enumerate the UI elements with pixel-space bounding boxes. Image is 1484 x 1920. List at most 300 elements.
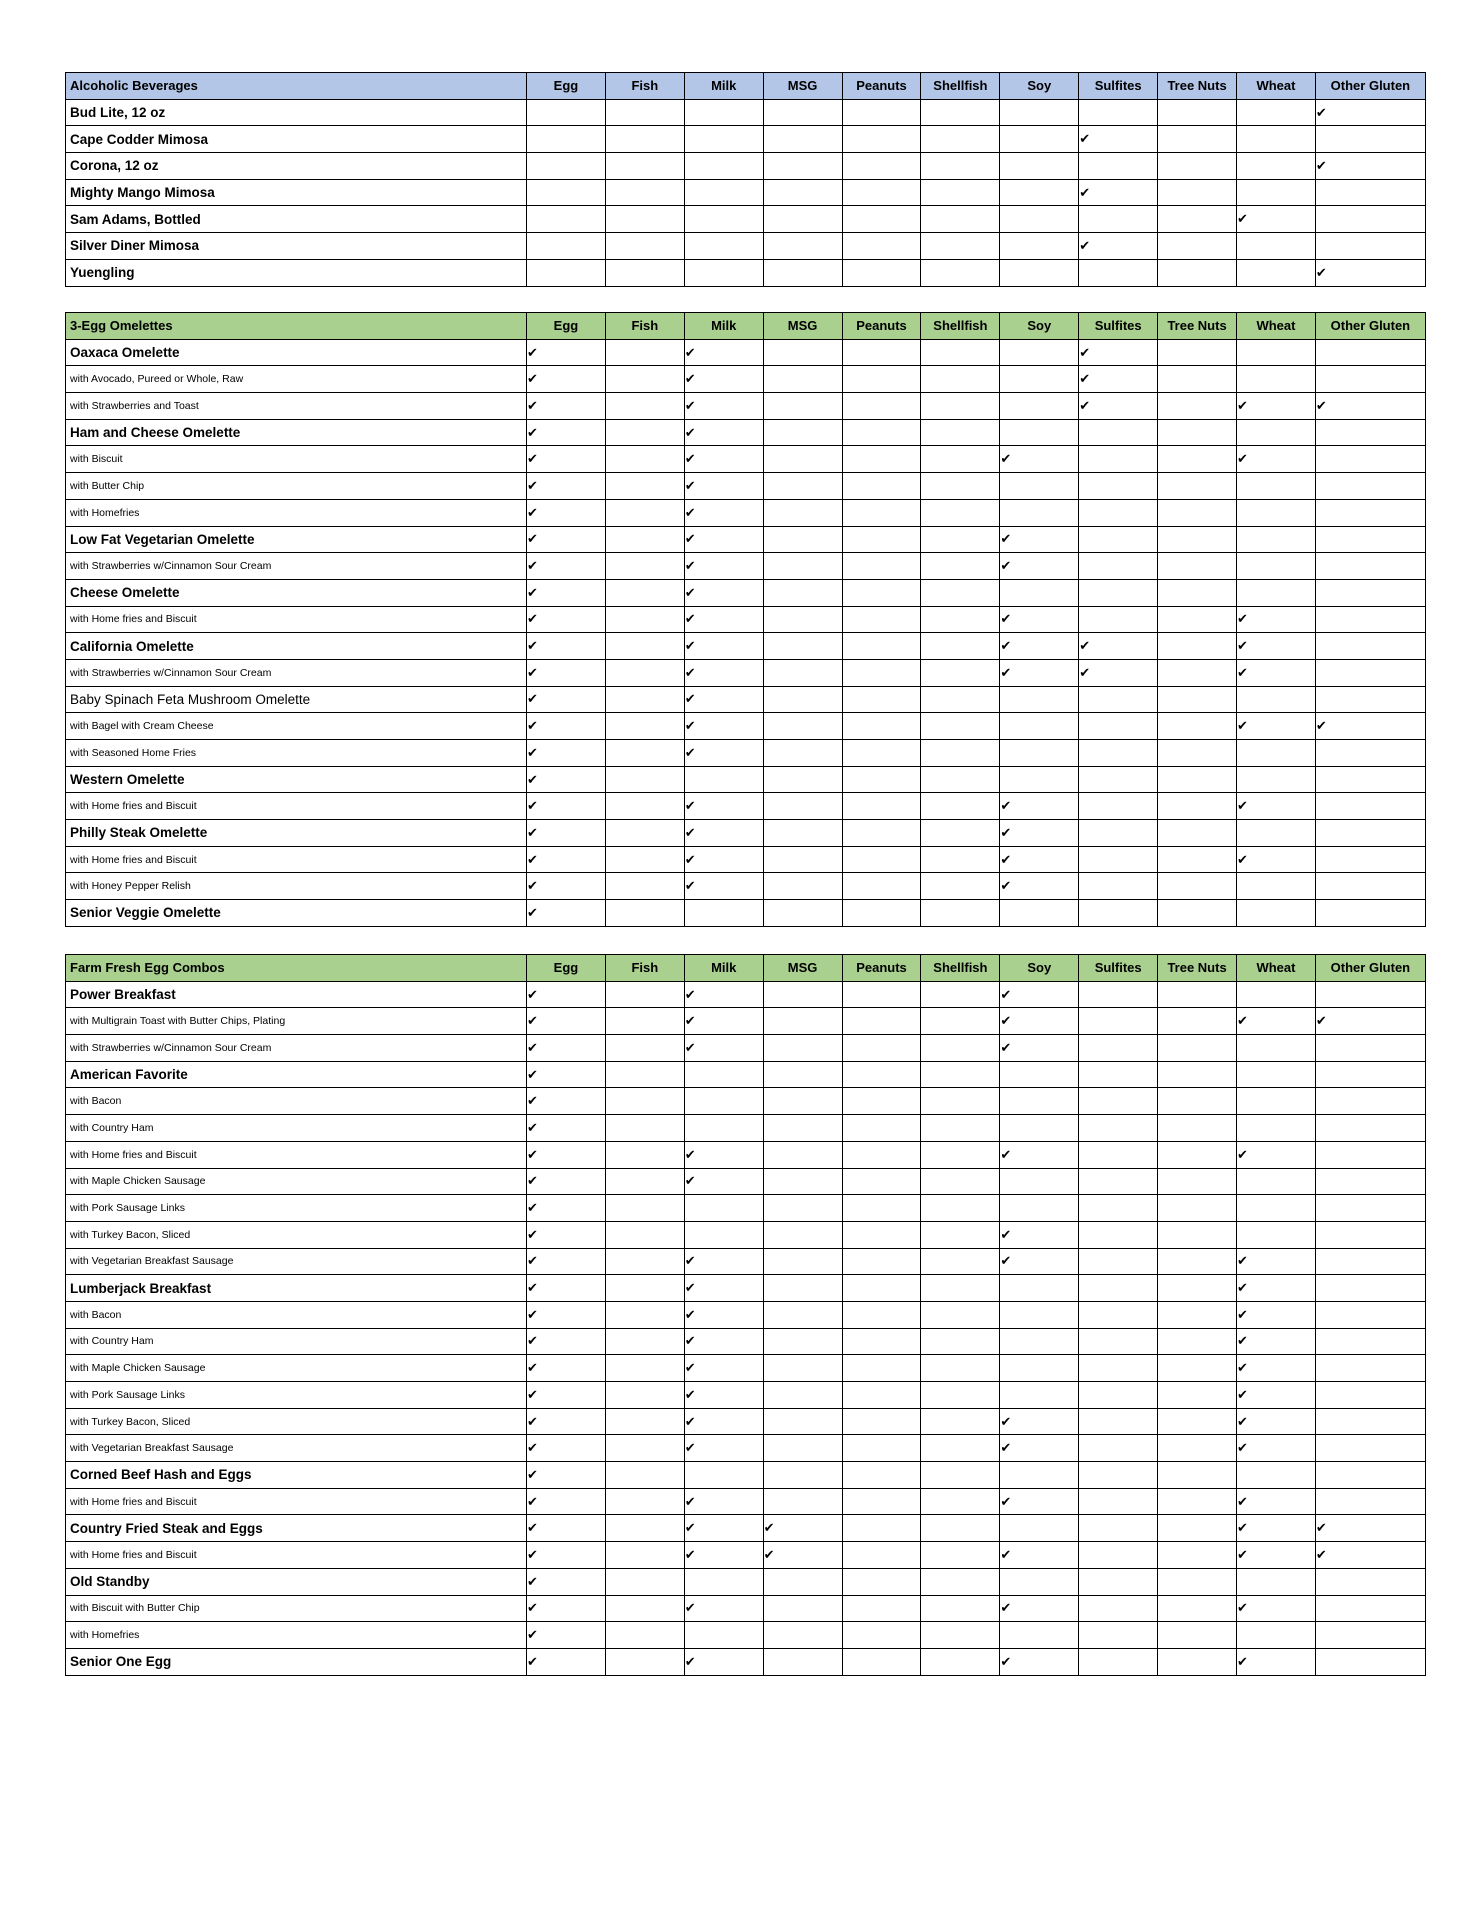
empty-cell (605, 393, 684, 420)
column-header-sulfites: Sulfites (1079, 313, 1158, 340)
empty-cell (1315, 473, 1425, 500)
item-name: with Bacon (66, 1088, 527, 1115)
empty-cell (605, 419, 684, 446)
empty-cell (763, 99, 842, 126)
empty-cell (842, 1622, 921, 1649)
empty-cell (1000, 179, 1079, 206)
empty-cell (1000, 1355, 1079, 1382)
empty-cell (1315, 846, 1425, 873)
empty-cell (1237, 1568, 1316, 1595)
empty-cell (1158, 1515, 1237, 1542)
check-icon: ✔ (1237, 713, 1316, 740)
empty-cell (1315, 1462, 1425, 1489)
empty-cell (605, 659, 684, 686)
check-icon: ✔ (1237, 846, 1316, 873)
check-icon: ✔ (1079, 339, 1158, 366)
empty-cell (605, 1435, 684, 1462)
check-icon: ✔ (1079, 126, 1158, 153)
empty-cell (605, 1568, 684, 1595)
check-icon: ✔ (1237, 606, 1316, 633)
empty-cell (1079, 419, 1158, 446)
check-icon: ✔ (1237, 1435, 1316, 1462)
item-name: with Maple Chicken Sausage (66, 1355, 527, 1382)
empty-cell (684, 1221, 763, 1248)
empty-cell (921, 179, 1000, 206)
check-icon: ✔ (527, 1301, 606, 1328)
table-row (66, 606, 1426, 633)
section-title: Farm Fresh Egg Combos (66, 955, 527, 982)
item-name: with Butter Chip (66, 473, 527, 500)
empty-cell (605, 900, 684, 927)
column-header-wheat: Wheat (1237, 955, 1316, 982)
empty-cell (842, 1168, 921, 1195)
check-icon: ✔ (1000, 1542, 1079, 1569)
empty-cell (1079, 1221, 1158, 1248)
check-icon: ✔ (1315, 713, 1425, 740)
empty-cell (842, 419, 921, 446)
empty-cell (921, 1088, 1000, 1115)
empty-cell (1237, 1168, 1316, 1195)
empty-cell (1237, 740, 1316, 767)
empty-cell (763, 153, 842, 180)
empty-cell (684, 179, 763, 206)
empty-cell (1079, 1408, 1158, 1435)
empty-cell (605, 1328, 684, 1355)
empty-cell (605, 1141, 684, 1168)
check-icon: ✔ (684, 1275, 763, 1302)
check-icon: ✔ (684, 1168, 763, 1195)
check-icon: ✔ (1237, 1275, 1316, 1302)
empty-cell (1079, 1008, 1158, 1035)
empty-cell (1000, 259, 1079, 286)
table-row (66, 1328, 1426, 1355)
header-row (66, 73, 1426, 100)
empty-cell (1237, 1088, 1316, 1115)
item-name: Bud Lite, 12 oz (66, 99, 527, 126)
item-name: with Country Ham (66, 1115, 527, 1142)
item-name: with Turkey Bacon, Sliced (66, 1221, 527, 1248)
empty-cell (921, 153, 1000, 180)
empty-cell (763, 1595, 842, 1622)
check-icon: ✔ (684, 1382, 763, 1409)
empty-cell (605, 1542, 684, 1569)
empty-cell (1158, 686, 1237, 713)
empty-cell (763, 179, 842, 206)
empty-cell (763, 633, 842, 660)
empty-cell (842, 339, 921, 366)
empty-cell (1000, 153, 1079, 180)
empty-cell (921, 1275, 1000, 1302)
column-header-shellfish: Shellfish (921, 313, 1000, 340)
check-icon: ✔ (1079, 393, 1158, 420)
table-row (66, 179, 1426, 206)
empty-cell (763, 579, 842, 606)
empty-cell (921, 1408, 1000, 1435)
item-name: with Strawberries w/Cinnamon Sour Cream (66, 1035, 527, 1062)
empty-cell (605, 179, 684, 206)
column-header-egg: Egg (527, 313, 606, 340)
empty-cell (1158, 713, 1237, 740)
empty-cell (921, 1035, 1000, 1062)
empty-cell (1315, 446, 1425, 473)
empty-cell (1158, 1328, 1237, 1355)
empty-cell (1000, 1568, 1079, 1595)
check-icon: ✔ (1000, 873, 1079, 900)
check-icon: ✔ (527, 1115, 606, 1142)
empty-cell (921, 846, 1000, 873)
empty-cell (1158, 606, 1237, 633)
empty-cell (763, 659, 842, 686)
empty-cell (763, 793, 842, 820)
empty-cell (1158, 499, 1237, 526)
column-header-fish: Fish (605, 73, 684, 100)
check-icon: ✔ (527, 793, 606, 820)
column-header-other-gluten: Other Gluten (1315, 313, 1425, 340)
empty-cell (842, 393, 921, 420)
empty-cell (1158, 820, 1237, 847)
empty-cell (684, 126, 763, 153)
column-header-soy: Soy (1000, 313, 1079, 340)
empty-cell (605, 606, 684, 633)
empty-cell (921, 1435, 1000, 1462)
empty-cell (605, 1301, 684, 1328)
allergen-table (65, 312, 1426, 927)
check-icon: ✔ (527, 1328, 606, 1355)
empty-cell (684, 1462, 763, 1489)
check-icon: ✔ (684, 1595, 763, 1622)
empty-cell (842, 1221, 921, 1248)
column-header-milk: Milk (684, 955, 763, 982)
item-name: with Multigrain Toast with Butter Chips, Plating (66, 1008, 527, 1035)
empty-cell (763, 1301, 842, 1328)
empty-cell (763, 846, 842, 873)
check-icon: ✔ (527, 1035, 606, 1062)
check-icon: ✔ (527, 820, 606, 847)
empty-cell (605, 126, 684, 153)
empty-cell (684, 1568, 763, 1595)
empty-cell (842, 1382, 921, 1409)
item-name: Corned Beef Hash and Eggs (66, 1462, 527, 1489)
check-icon: ✔ (1079, 179, 1158, 206)
table-row (66, 686, 1426, 713)
check-icon: ✔ (527, 1648, 606, 1675)
check-icon: ✔ (527, 1462, 606, 1489)
check-icon: ✔ (527, 740, 606, 767)
empty-cell (921, 713, 1000, 740)
empty-cell (1158, 446, 1237, 473)
item-name: with Country Ham (66, 1328, 527, 1355)
empty-cell (1079, 1195, 1158, 1222)
check-icon: ✔ (1237, 1542, 1316, 1569)
empty-cell (763, 1248, 842, 1275)
check-icon: ✔ (684, 1542, 763, 1569)
empty-cell (684, 1622, 763, 1649)
empty-cell (842, 446, 921, 473)
table-row (66, 1061, 1426, 1088)
empty-cell (921, 981, 1000, 1008)
empty-cell (1158, 633, 1237, 660)
table-row (66, 153, 1426, 180)
check-icon: ✔ (1000, 1648, 1079, 1675)
table-row (66, 659, 1426, 686)
table-row (66, 1542, 1426, 1569)
empty-cell (1315, 1595, 1425, 1622)
empty-cell (605, 499, 684, 526)
empty-cell (1079, 1248, 1158, 1275)
check-icon: ✔ (527, 1568, 606, 1595)
empty-cell (842, 233, 921, 260)
check-icon: ✔ (684, 1328, 763, 1355)
check-icon: ✔ (1000, 526, 1079, 553)
empty-cell (605, 206, 684, 233)
empty-cell (1079, 1115, 1158, 1142)
empty-cell (1315, 873, 1425, 900)
empty-cell (763, 1355, 842, 1382)
empty-cell (1000, 1088, 1079, 1115)
empty-cell (1315, 126, 1425, 153)
empty-cell (842, 1301, 921, 1328)
column-header-wheat: Wheat (1237, 73, 1316, 100)
empty-cell (1158, 1382, 1237, 1409)
empty-cell (921, 473, 1000, 500)
check-icon: ✔ (527, 473, 606, 500)
empty-cell (1315, 526, 1425, 553)
check-icon: ✔ (1000, 633, 1079, 660)
empty-cell (921, 579, 1000, 606)
column-header-soy: Soy (1000, 955, 1079, 982)
column-header-peanuts: Peanuts (842, 313, 921, 340)
empty-cell (921, 686, 1000, 713)
table-row (66, 1648, 1426, 1675)
empty-cell (1000, 393, 1079, 420)
empty-cell (921, 1248, 1000, 1275)
table-row (66, 339, 1426, 366)
empty-cell (763, 339, 842, 366)
empty-cell (1079, 526, 1158, 553)
empty-cell (842, 1488, 921, 1515)
empty-cell (763, 473, 842, 500)
empty-cell (1315, 1195, 1425, 1222)
empty-cell (1315, 1248, 1425, 1275)
check-icon: ✔ (684, 1488, 763, 1515)
empty-cell (1000, 1168, 1079, 1195)
section-alcoholic-beverages (65, 72, 1425, 287)
empty-cell (605, 526, 684, 553)
column-header-msg: MSG (763, 73, 842, 100)
empty-cell (1158, 1195, 1237, 1222)
empty-cell (1079, 1088, 1158, 1115)
empty-cell (1158, 1435, 1237, 1462)
table-row (66, 366, 1426, 393)
empty-cell (1237, 900, 1316, 927)
check-icon: ✔ (527, 1248, 606, 1275)
empty-cell (763, 1221, 842, 1248)
empty-cell (684, 900, 763, 927)
check-icon: ✔ (1315, 153, 1425, 180)
empty-cell (605, 1008, 684, 1035)
empty-cell (1000, 206, 1079, 233)
empty-cell (763, 393, 842, 420)
check-icon: ✔ (684, 1248, 763, 1275)
check-icon: ✔ (527, 873, 606, 900)
check-icon: ✔ (684, 553, 763, 580)
check-icon: ✔ (527, 1408, 606, 1435)
item-name: with Home fries and Biscuit (66, 846, 527, 873)
empty-cell (842, 873, 921, 900)
column-header-peanuts: Peanuts (842, 73, 921, 100)
empty-cell (1315, 1382, 1425, 1409)
item-name: with Home fries and Biscuit (66, 1141, 527, 1168)
empty-cell (1079, 259, 1158, 286)
empty-cell (763, 1622, 842, 1649)
empty-cell (921, 766, 1000, 793)
table-row (66, 1595, 1426, 1622)
item-name: with Honey Pepper Relish (66, 873, 527, 900)
check-icon: ✔ (1237, 1141, 1316, 1168)
empty-cell (1000, 339, 1079, 366)
empty-cell (763, 1328, 842, 1355)
table-row (66, 1435, 1426, 1462)
check-icon: ✔ (684, 606, 763, 633)
check-icon: ✔ (1079, 633, 1158, 660)
empty-cell (921, 126, 1000, 153)
section-title: 3-Egg Omelettes (66, 313, 527, 340)
empty-cell (921, 1488, 1000, 1515)
empty-cell (1079, 1168, 1158, 1195)
check-icon: ✔ (527, 1515, 606, 1542)
check-icon: ✔ (1237, 1248, 1316, 1275)
empty-cell (1000, 1195, 1079, 1222)
item-name: Cape Codder Mimosa (66, 126, 527, 153)
check-icon: ✔ (1000, 1248, 1079, 1275)
check-icon: ✔ (527, 339, 606, 366)
empty-cell (1315, 1141, 1425, 1168)
empty-cell (1000, 766, 1079, 793)
empty-cell (842, 1462, 921, 1489)
check-icon: ✔ (684, 1141, 763, 1168)
table-row (66, 633, 1426, 660)
empty-cell (921, 793, 1000, 820)
check-icon: ✔ (527, 1195, 606, 1222)
empty-cell (921, 659, 1000, 686)
empty-cell (763, 126, 842, 153)
empty-cell (1237, 766, 1316, 793)
check-icon: ✔ (527, 446, 606, 473)
table-row (66, 1382, 1426, 1409)
empty-cell (605, 1275, 684, 1302)
empty-cell (1158, 553, 1237, 580)
check-icon: ✔ (1315, 259, 1425, 286)
check-icon: ✔ (684, 633, 763, 660)
empty-cell (1079, 1568, 1158, 1595)
check-icon: ✔ (527, 419, 606, 446)
check-icon: ✔ (684, 393, 763, 420)
empty-cell (1237, 579, 1316, 606)
empty-cell (1237, 339, 1316, 366)
empty-cell (1079, 499, 1158, 526)
table-row (66, 1008, 1426, 1035)
empty-cell (921, 233, 1000, 260)
table-row (66, 1088, 1426, 1115)
empty-cell (684, 259, 763, 286)
check-icon: ✔ (1000, 1221, 1079, 1248)
empty-cell (1158, 1088, 1237, 1115)
empty-cell (684, 1115, 763, 1142)
empty-cell (1315, 366, 1425, 393)
empty-cell (1158, 526, 1237, 553)
check-icon: ✔ (527, 713, 606, 740)
check-icon: ✔ (527, 1382, 606, 1409)
empty-cell (763, 1648, 842, 1675)
empty-cell (921, 1462, 1000, 1489)
empty-cell (1000, 740, 1079, 767)
empty-cell (605, 981, 684, 1008)
empty-cell (842, 1088, 921, 1115)
check-icon: ✔ (1000, 1488, 1079, 1515)
empty-cell (921, 419, 1000, 446)
empty-cell (1237, 233, 1316, 260)
empty-cell (1315, 1115, 1425, 1142)
empty-cell (1158, 1035, 1237, 1062)
empty-cell (1158, 393, 1237, 420)
item-name: with Bacon (66, 1301, 527, 1328)
column-header-soy: Soy (1000, 73, 1079, 100)
empty-cell (1237, 473, 1316, 500)
empty-cell (527, 259, 606, 286)
check-icon: ✔ (1000, 1035, 1079, 1062)
item-name: with Strawberries and Toast (66, 393, 527, 420)
empty-cell (1158, 1408, 1237, 1435)
empty-cell (605, 579, 684, 606)
empty-cell (842, 900, 921, 927)
empty-cell (763, 366, 842, 393)
empty-cell (1237, 1622, 1316, 1649)
empty-cell (763, 820, 842, 847)
empty-cell (921, 1141, 1000, 1168)
empty-cell (1079, 446, 1158, 473)
empty-cell (605, 820, 684, 847)
empty-cell (1079, 740, 1158, 767)
empty-cell (1237, 126, 1316, 153)
check-icon: ✔ (527, 1275, 606, 1302)
item-name: with Biscuit with Butter Chip (66, 1595, 527, 1622)
check-icon: ✔ (684, 499, 763, 526)
empty-cell (842, 1061, 921, 1088)
empty-cell (1315, 606, 1425, 633)
item-name: Senior Veggie Omelette (66, 900, 527, 927)
empty-cell (1315, 1168, 1425, 1195)
empty-cell (763, 553, 842, 580)
empty-cell (763, 1141, 842, 1168)
item-name: with Seasoned Home Fries (66, 740, 527, 767)
empty-cell (1158, 206, 1237, 233)
item-name: Low Fat Vegetarian Omelette (66, 526, 527, 553)
item-name: Baby Spinach Feta Mushroom Omelette (66, 686, 527, 713)
check-icon: ✔ (684, 981, 763, 1008)
empty-cell (921, 339, 1000, 366)
empty-cell (605, 846, 684, 873)
empty-cell (763, 233, 842, 260)
empty-cell (763, 1061, 842, 1088)
check-icon: ✔ (1315, 1515, 1425, 1542)
table-row (66, 419, 1426, 446)
column-header-tree-nuts: Tree Nuts (1158, 313, 1237, 340)
check-icon: ✔ (684, 473, 763, 500)
empty-cell (842, 99, 921, 126)
empty-cell (921, 499, 1000, 526)
empty-cell (1000, 499, 1079, 526)
empty-cell (921, 1568, 1000, 1595)
